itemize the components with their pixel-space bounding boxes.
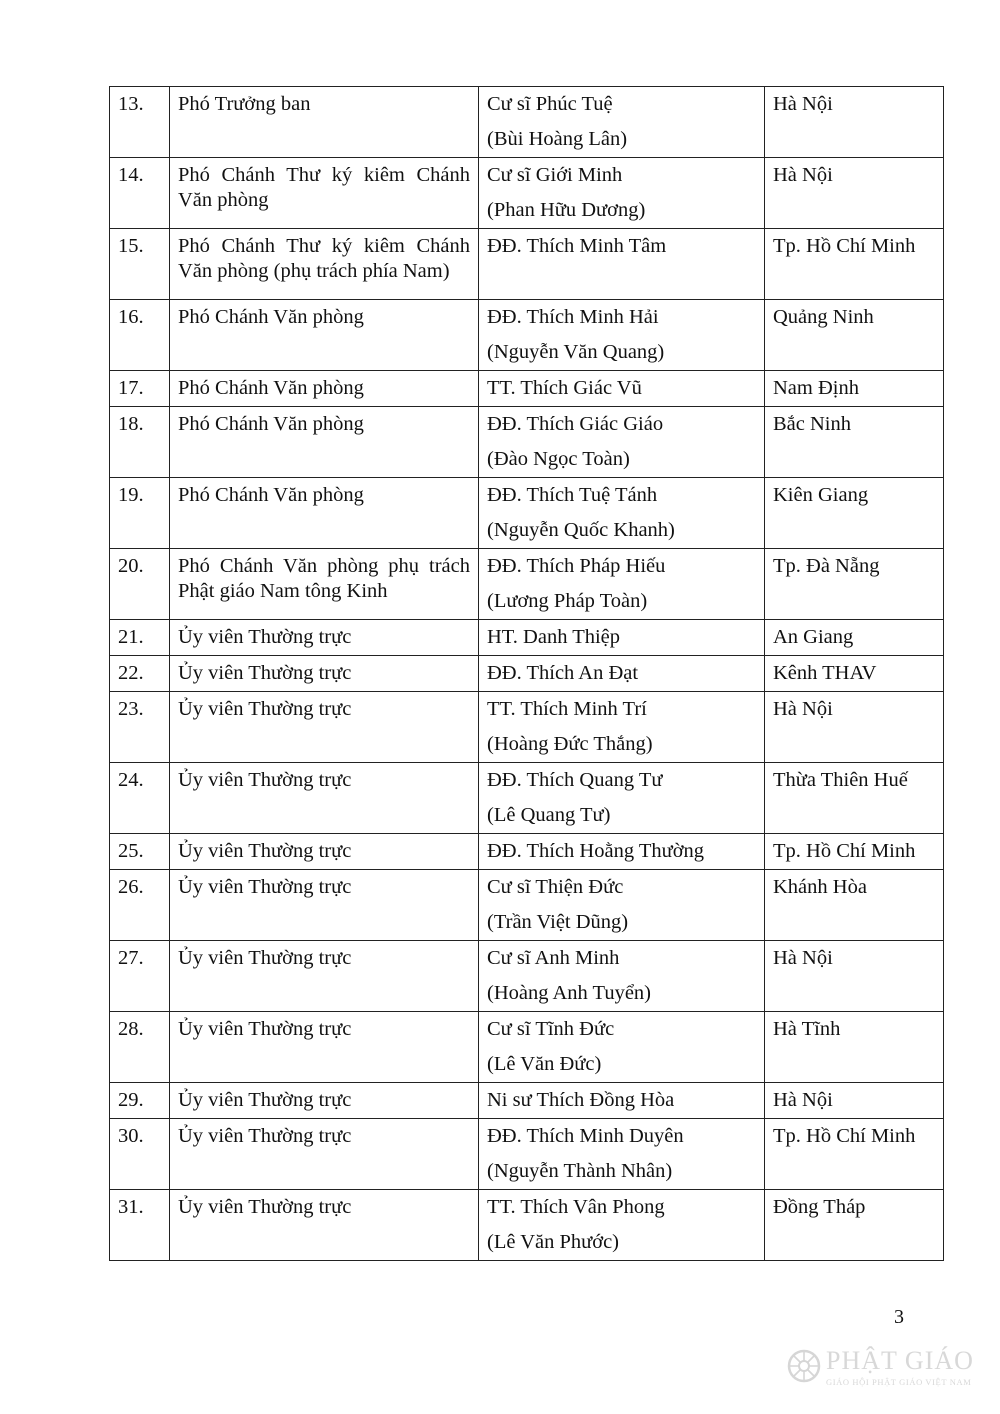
role-cell	[170, 478, 479, 549]
row-number: 19.	[110, 478, 170, 549]
watermark-title: PHẬT GIÁO	[826, 1346, 974, 1375]
name-cell	[479, 834, 765, 870]
place-cell: Khánh Hòa	[765, 870, 944, 941]
place-cell: Hà Nội	[765, 158, 944, 229]
name-cell	[479, 763, 765, 834]
place-cell: Hà Nội	[765, 692, 944, 763]
dharma-name: ĐĐ. Thích Hoằng Thường	[487, 840, 705, 862]
role-text: Phó Chánh Thư ký kiêm Chánh Văn phòng	[178, 164, 470, 211]
role-text: Ủy viên Thường trực	[178, 1125, 352, 1147]
role-cell	[170, 692, 479, 763]
place-cell: Tp. Hồ Chí Minh	[765, 834, 944, 870]
role-text: Phó Chánh Văn phòng	[178, 413, 364, 435]
row-number: 24.	[110, 763, 170, 834]
dharma-name: Cư sĩ Phúc Tuệ	[487, 93, 613, 115]
dharma-name: Cư sĩ Thiện Đức	[487, 876, 624, 898]
name-cell	[479, 407, 765, 478]
row-number: 22.	[110, 656, 170, 692]
role-cell	[170, 941, 479, 1012]
role-cell	[170, 1012, 479, 1083]
name-cell	[479, 941, 765, 1012]
role-cell	[170, 407, 479, 478]
role-text: Ủy viên Thường trực	[178, 1089, 352, 1111]
row-number: 17.	[110, 371, 170, 407]
role-text: Phó Chánh Văn phòng	[178, 306, 364, 328]
place-cell: An Giang	[765, 620, 944, 656]
role-cell	[170, 870, 479, 941]
place-cell: Thừa Thiên Huế	[765, 763, 944, 834]
role-text: Ủy viên Thường trực	[178, 769, 352, 791]
row-number: 20.	[110, 549, 170, 620]
table-row	[110, 1083, 944, 1119]
table-row	[110, 834, 944, 870]
name-cell	[479, 549, 765, 620]
role-text: Ủy viên Thường trực	[178, 626, 352, 648]
table-row	[110, 158, 944, 229]
row-number: 29.	[110, 1083, 170, 1119]
row-number: 27.	[110, 941, 170, 1012]
name-cell	[479, 371, 765, 407]
place-cell: Bắc Ninh	[765, 407, 944, 478]
table-row	[110, 692, 944, 763]
row-number: 21.	[110, 620, 170, 656]
row-number: 16.	[110, 300, 170, 371]
role-text: Ủy viên Thường trực	[178, 1018, 352, 1040]
name-cell	[479, 478, 765, 549]
dharma-name: TT. Thích Giác Vũ	[487, 377, 642, 399]
place-cell: Hà Nội	[765, 87, 944, 158]
place-cell: Kênh THAV	[765, 656, 944, 692]
role-text: Ủy viên Thường trực	[178, 840, 352, 862]
name-cell	[479, 1190, 765, 1261]
dharma-name: Cư sĩ Anh Minh	[487, 947, 620, 969]
role-text: Phó Chánh Văn phòng	[178, 484, 364, 506]
role-text: Phó Trưởng ban	[178, 93, 311, 115]
lay-name: (Lê Văn Phước)	[487, 1231, 620, 1253]
row-number: 30.	[110, 1119, 170, 1190]
table-row	[110, 1190, 944, 1261]
table-row	[110, 549, 944, 620]
dharma-name: ĐĐ. Thích Minh Duyên	[487, 1125, 684, 1147]
role-text: Ủy viên Thường trực	[178, 876, 352, 898]
table-row	[110, 87, 944, 158]
lay-name: (Lê Quang Tư)	[487, 804, 611, 826]
row-number: 26.	[110, 870, 170, 941]
dharma-name: ĐĐ. Thích Giác Giáo	[487, 413, 664, 435]
role-cell	[170, 87, 479, 158]
role-cell	[170, 229, 479, 300]
lay-name: (Hoàng Đức Thắng)	[487, 733, 653, 755]
lay-name: (Đào Ngọc Toàn)	[487, 448, 630, 470]
role-text: Phó Chánh Văn phòng phụ trách Phật giáo Nam tông Kinh	[178, 555, 470, 602]
role-cell	[170, 620, 479, 656]
place-cell: Quảng Ninh	[765, 300, 944, 371]
dharma-name: ĐĐ. Thích An Đạt	[487, 662, 639, 684]
role-cell	[170, 549, 479, 620]
row-number: 15.	[110, 229, 170, 300]
table-row	[110, 407, 944, 478]
place-cell: Hà Nội	[765, 941, 944, 1012]
name-cell	[479, 300, 765, 371]
role-text: Ủy viên Thường trực	[178, 1196, 352, 1218]
name-cell	[479, 620, 765, 656]
watermark-subtitle: GIÁO HỘI PHẬT GIÁO VIỆT NAM	[826, 1377, 972, 1387]
place-cell: Nam Định	[765, 371, 944, 407]
name-cell	[479, 229, 765, 300]
dharma-name: Ni sư Thích Đồng Hòa	[487, 1089, 675, 1111]
name-cell	[479, 1119, 765, 1190]
lay-name: (Trần Việt Dũng)	[487, 911, 629, 933]
row-number: 14.	[110, 158, 170, 229]
name-cell	[479, 87, 765, 158]
row-number: 28.	[110, 1012, 170, 1083]
lay-name: (Nguyễn Văn Quang)	[487, 341, 665, 363]
dharma-name: ĐĐ. Thích Quang Tư	[487, 769, 663, 791]
role-cell	[170, 1119, 479, 1190]
role-text: Ủy viên Thường trực	[178, 947, 352, 969]
table-row	[110, 870, 944, 941]
dharma-name: ĐĐ. Thích Tuệ Tánh	[487, 484, 658, 506]
lay-name: (Lương Pháp Toàn)	[487, 590, 648, 612]
place-cell: Kiên Giang	[765, 478, 944, 549]
row-number: 31.	[110, 1190, 170, 1261]
dharma-wheel-icon	[786, 1348, 822, 1384]
dharma-name: Cư sĩ Giới Minh	[487, 164, 623, 186]
role-text: Phó Chánh Văn phòng	[178, 377, 364, 399]
role-cell	[170, 1083, 479, 1119]
name-cell	[479, 870, 765, 941]
dharma-name: ĐĐ. Thích Pháp Hiếu	[487, 555, 666, 577]
table-row	[110, 941, 944, 1012]
role-cell	[170, 371, 479, 407]
name-cell	[479, 692, 765, 763]
table-row	[110, 371, 944, 407]
lay-name: (Nguyễn Thành Nhân)	[487, 1160, 673, 1182]
lay-name: (Nguyễn Quốc Khanh)	[487, 519, 675, 541]
row-number: 13.	[110, 87, 170, 158]
lay-name: (Bùi Hoàng Lân)	[487, 128, 628, 150]
member-table	[109, 86, 944, 1261]
watermark	[786, 1346, 986, 1392]
place-cell: Hà Nội	[765, 1083, 944, 1119]
role-text: Ủy viên Thường trực	[178, 698, 352, 720]
row-number: 18.	[110, 407, 170, 478]
place-cell: Tp. Hồ Chí Minh	[765, 1119, 944, 1190]
role-cell	[170, 300, 479, 371]
place-cell: Tp. Hồ Chí Minh	[765, 229, 944, 300]
dharma-name: TT. Thích Minh Trí	[487, 698, 647, 720]
dharma-name: TT. Thích Vân Phong	[487, 1196, 665, 1218]
dharma-name: Cư sĩ Tĩnh Đức	[487, 1018, 615, 1040]
dharma-name: ĐĐ. Thích Minh Tâm	[487, 235, 667, 257]
lay-name: (Hoàng Anh Tuyển)	[487, 982, 652, 1004]
name-cell	[479, 1083, 765, 1119]
role-cell	[170, 834, 479, 870]
table-row	[110, 763, 944, 834]
role-text: Ủy viên Thường trực	[178, 662, 352, 684]
page-number: 3	[894, 1306, 904, 1328]
row-number: 23.	[110, 692, 170, 763]
role-text: Phó Chánh Thư ký kiêm Chánh Văn phòng (phụ trách phía Nam)	[178, 235, 470, 282]
table-row	[110, 620, 944, 656]
dharma-name: ĐĐ. Thích Minh Hải	[487, 306, 659, 328]
name-cell	[479, 656, 765, 692]
role-cell	[170, 1190, 479, 1261]
dharma-name: HT. Danh Thiệp	[487, 626, 621, 648]
role-cell	[170, 158, 479, 229]
place-cell: Tp. Đà Nẵng	[765, 549, 944, 620]
role-cell	[170, 656, 479, 692]
member-table-body	[110, 87, 944, 1261]
table-row	[110, 1012, 944, 1083]
lay-name: (Lê Văn Đức)	[487, 1053, 602, 1075]
name-cell	[479, 1012, 765, 1083]
table-row	[110, 229, 944, 300]
place-cell: Hà Tĩnh	[765, 1012, 944, 1083]
place-cell: Đồng Tháp	[765, 1190, 944, 1261]
lay-name: (Phan Hữu Dương)	[487, 199, 646, 221]
name-cell	[479, 158, 765, 229]
table-row	[110, 1119, 944, 1190]
table-row	[110, 300, 944, 371]
role-cell	[170, 763, 479, 834]
row-number: 25.	[110, 834, 170, 870]
table-row	[110, 478, 944, 549]
table-row	[110, 656, 944, 692]
